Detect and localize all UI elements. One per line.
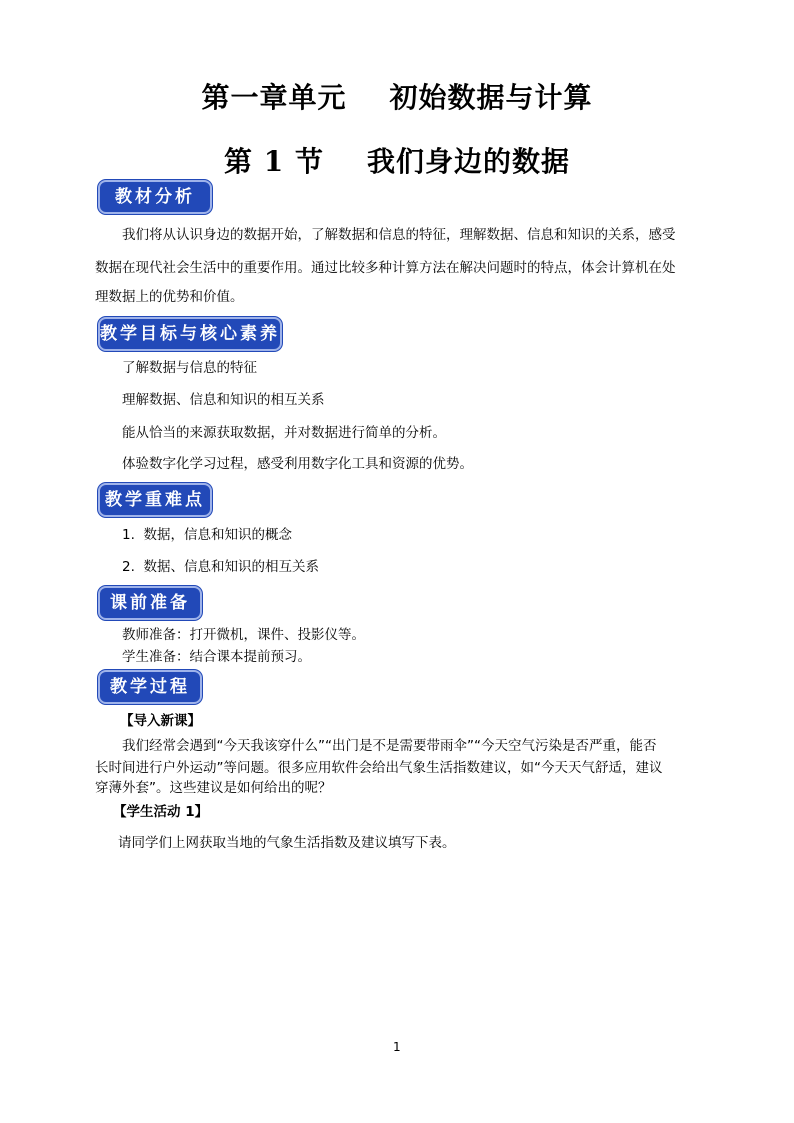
preparation-badge: 课前准备 — [98, 586, 202, 620]
intro-line-1: 我们经常会遇到“今天我该穿什么”“出门是不是需要带雨伞”“今天空气污染是否严重，能否 — [122, 738, 657, 754]
objective-item-4: 体验数字化学习过程，感受利用数字化工具和资源的优势。 — [122, 456, 473, 472]
intro-line-3: 穿薄外套”。这些建议是如何给出的呢？ — [95, 780, 332, 796]
objective-item-2: 理解数据、信息和知识的相互关系 — [122, 392, 325, 408]
section-title: 第 1 节 我们身边的数据 — [224, 145, 570, 178]
analysis-badge: 教材分析 — [98, 180, 212, 214]
teacher-preparation: 教师准备：打开微机，课件、投影仪等。 — [122, 627, 365, 643]
student-preparation: 学生准备：结合课本提前预习。 — [122, 649, 311, 665]
objectives-badge: 教学目标与核心素养 — [98, 317, 282, 351]
intro-line-2: 长时间进行户外运动”等问题。很多应用软件会给出气象生活指数建议，如“今天天气舒适，建议 — [95, 760, 663, 776]
activity-heading: 【学生活动 1】 — [113, 804, 209, 820]
key-points-badge: 教学重难点 — [98, 483, 212, 517]
key-point-item-1: 1. 数据，信息和知识的概念 — [122, 527, 292, 543]
activity-text: 请同学们上网获取当地的气象生活指数及建议填写下表。 — [118, 835, 456, 851]
process-badge: 教学过程 — [98, 670, 202, 704]
objective-item-1: 了解数据与信息的特征 — [122, 360, 257, 376]
key-point-item-2: 2. 数据、信息和知识的相互关系 — [122, 559, 319, 575]
objective-item-3: 能从恰当的来源获取数据，并对数据进行简单的分析。 — [122, 425, 446, 441]
analysis-line-2: 数据在现代社会生活中的重要作用。通过比较多种计算方法在解决问题时的特点，体会计算机在处 — [95, 260, 676, 276]
analysis-line-3: 理数据上的优势和价值。 — [95, 289, 244, 305]
analysis-line-1: 我们将从认识身边的数据开始，了解数据和信息的特征，理解数据、信息和知识的关系，感受 — [122, 227, 676, 243]
intro-heading: 【导入新课】 — [120, 713, 201, 729]
page-number: 1 — [393, 1040, 401, 1054]
chapter-title: 第一章单元 初始数据与计算 — [201, 81, 593, 114]
